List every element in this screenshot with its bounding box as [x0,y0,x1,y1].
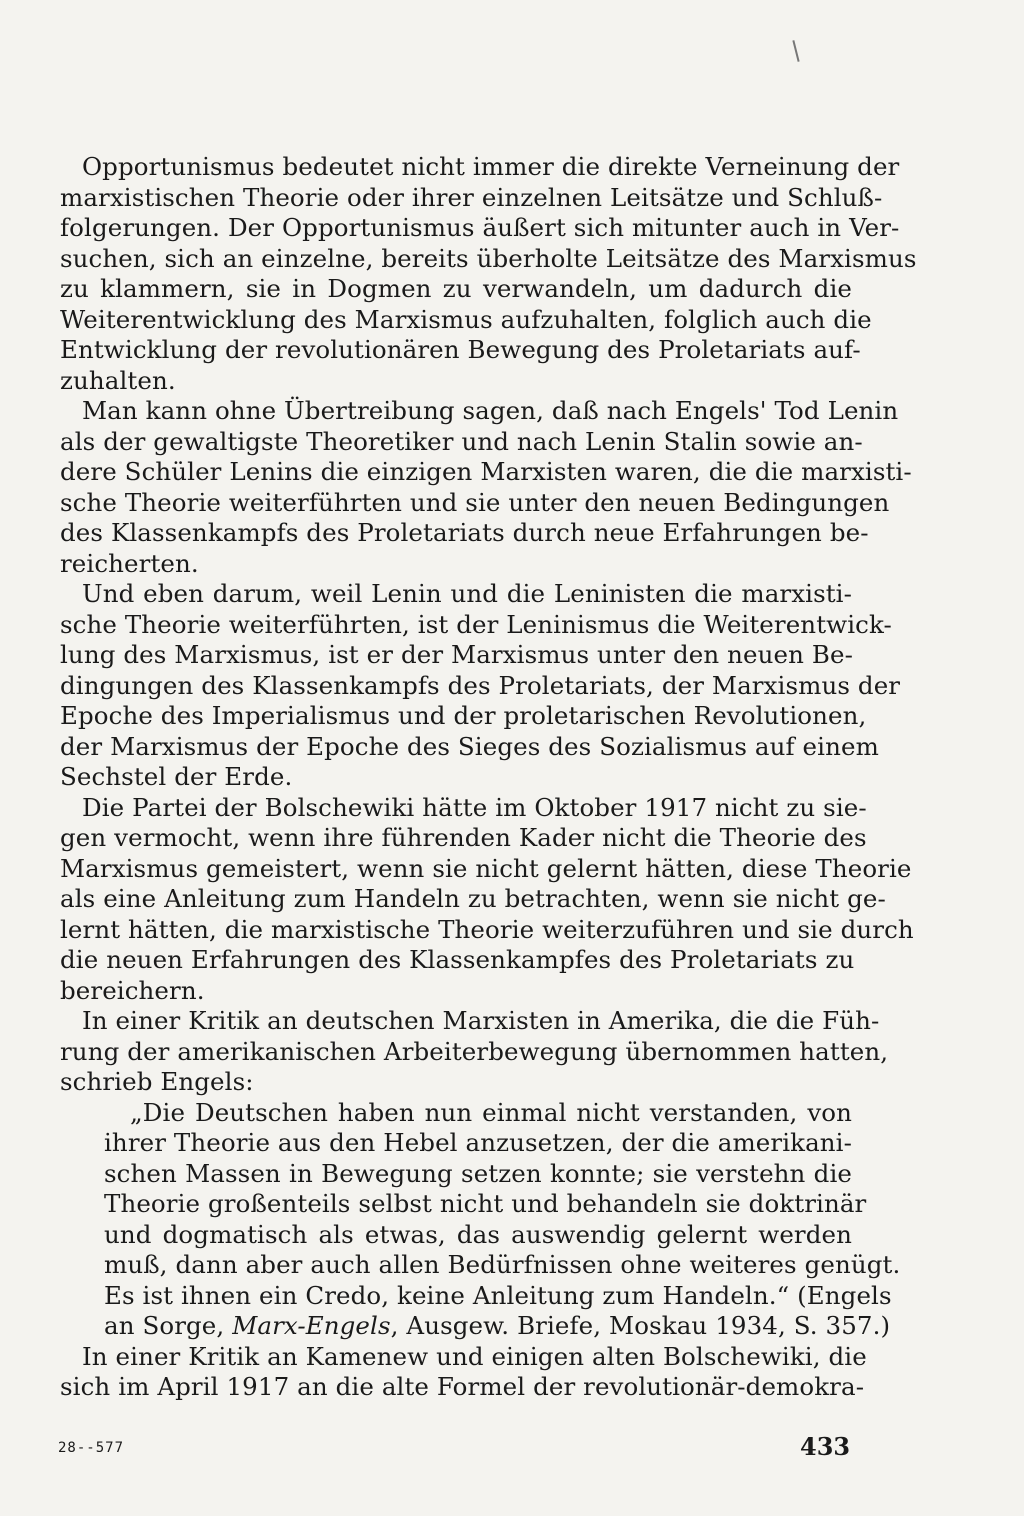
text-line: Epoche des Imperialismus und der proletarischen Revolutionen, [60,701,867,730]
text-line: marxistischen Theorie oder ihrer einzelnen Leitsätze und Schluß- [60,182,883,212]
text-line: Und eben darum, weil Lenin und die Leninisten die marxisti- [82,579,852,608]
quote-line: Theorie großenteils selbst nicht und behandeln sie doktrinär [104,1189,867,1218]
text-line: schrieb Engels: [60,1067,254,1096]
quote-line: Es ist ihnen ein Credo, keine Anleitung zum Handeln.“ (Engels [104,1280,892,1310]
citation-prefix: an Sorge, [104,1311,233,1340]
text-line: Sechstel der Erde. [60,762,293,791]
text-line: die neuen Erfahrungen des Klassenkampfes des Proletariats zu [60,945,855,974]
text-line: folgerungen. Der Opportunismus äußert sich mitunter auch in Ver- [60,213,900,242]
text-line: Weiterentwicklung des Marxismus aufzuhalten, folglich auch die [60,304,872,334]
text-line: des Klassenkampfs des Proletariats durch neue Erfahrungen be- [60,518,869,547]
quote-citation [60,1311,891,1342]
engels-quote [60,1097,901,1342]
text-line: dere Schüler Lenins die einzigen Marxisten waren, die die marxisti- [60,457,912,486]
printer-signature: 28--577 [58,1440,125,1456]
text-line: sich im April 1917 an die alte Formel der revolutionär-demokra- [60,1372,865,1401]
text-line: als der gewaltigste Theoretiker und nach Lenin Stalin sowie an- [60,426,863,456]
text-line: der Marxismus der Epoche des Sieges des Sozialismus auf einem [60,731,879,761]
paragraph-2 [60,396,912,579]
text-line: Marxismus gemeistert, wenn sie nicht gelernt hätten, diese Theorie [60,853,912,883]
text-line: rung der amerikanischen Arbeiterbewegung übernommen hatten, [60,1036,889,1066]
scan-mark [792,40,799,62]
text-line: sche Theorie weiterführten, ist der Leninismus die Weiterentwick- [60,609,892,639]
text-line: Opportunismus bedeutet nicht immer die direkte Verneinung der [82,152,900,181]
text-line: lung des Marxismus, ist er der Marxismus unter den neuen Be- [60,640,853,669]
text-line: suchen, sich an einzelne, bereits überholte Leitsätze des Marxismus [60,243,917,273]
text-line: Die Partei der Bolschewiki hätte im Oktober 1917 nicht zu sie- [82,792,867,822]
paragraph-5 [60,1006,889,1098]
text-line: gen vermocht, wenn ihre führenden Kader nicht die Theorie des [60,823,867,852]
text-line: lernt hätten, die marxistische Theorie weiterzuführen und sie durch [60,914,914,944]
citation-suffix: , Ausgew. Briefe, Moskau 1934, S. 357.) [390,1311,891,1340]
citation-work: Marx-Engels [232,1311,391,1340]
text-line: reicherten. [60,548,199,578]
quote-line: muß, dann aber auch allen Bedürfnissen ohne weiteres genügt. [104,1250,901,1279]
paragraph-4 [60,792,914,1007]
text-line: zuhalten. [60,365,176,395]
quote-line: „Die Deutschen haben nun einmal nicht verstanden, von [130,1097,852,1127]
text-line: In einer Kritik an deutschen Marxisten in Amerika, die die Füh- [82,1006,880,1035]
text-line: bereichern. [60,975,205,1005]
text-line: Entwicklung der revolutionären Bewegung des Proletariats auf- [60,335,861,364]
quote-line: ihrer Theorie aus den Hebel anzusetzen, der die amerikani- [104,1128,852,1157]
quote-line: schen Massen in Bewegung setzen konnte; sie verstehn die [104,1158,852,1188]
paragraph-3 [60,579,901,793]
quote-line: und dogmatisch als etwas, das auswendig gelernt werden [104,1219,852,1249]
body-text [60,152,917,1403]
paragraph-1 [60,152,917,396]
text-line: Man kann ohne Übertreibung sagen, daß nach Engels' Tod Lenin [82,396,899,425]
text-line: dingungen des Klassenkampfs des Proletariats, der Marxismus der [60,670,901,700]
paragraph-6 [60,1341,867,1403]
text-line: zu klammern, sie in Dogmen zu verwandeln, um dadurch die [60,274,852,303]
page-number: 433 [800,1432,851,1461]
text-line: als eine Anleitung zum Handeln zu betrachten, wenn sie nicht ge- [60,884,886,913]
text-line: In einer Kritik an Kamenew und einigen alten Bolschewiki, die [82,1341,867,1371]
text-line: sche Theorie weiterführten und sie unter den neuen Bedingungen [60,487,890,517]
